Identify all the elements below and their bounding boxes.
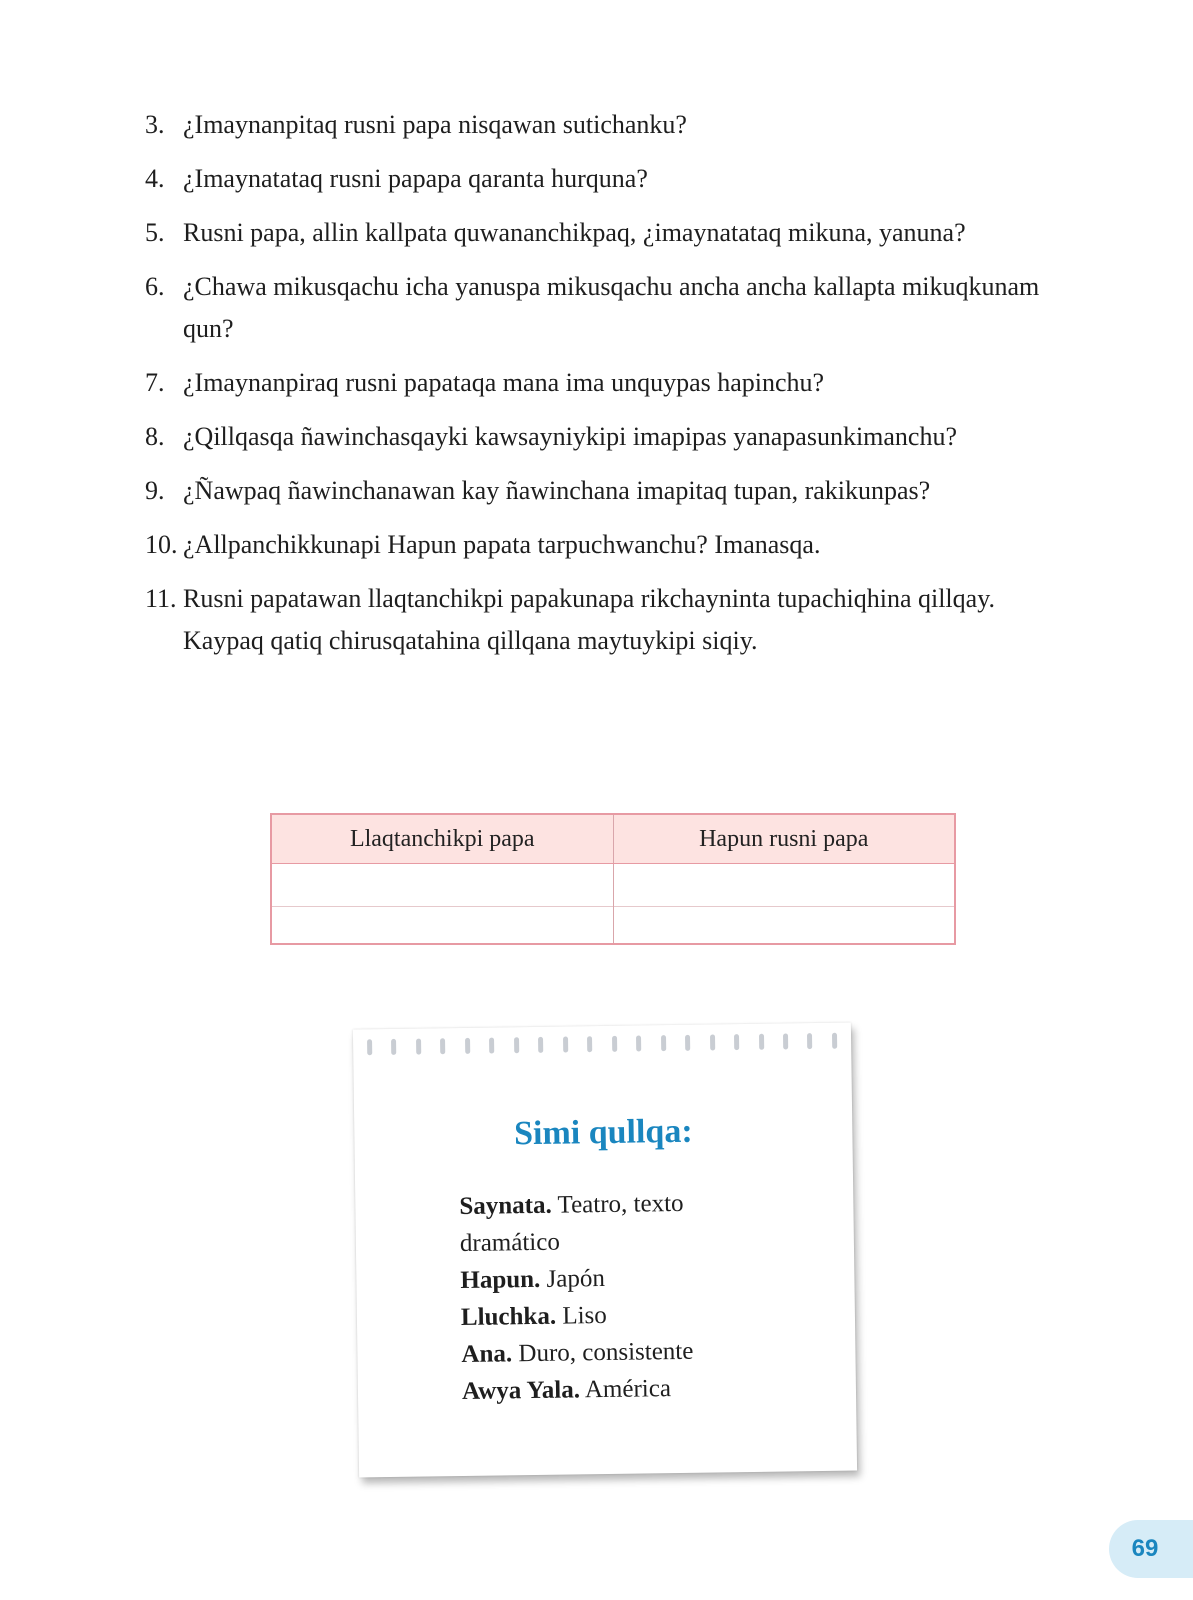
binding-hole-icon (367, 1039, 372, 1055)
question-number: 11. (145, 584, 177, 613)
glossary-term: Hapun. (460, 1265, 541, 1295)
glossary-entry (461, 1332, 761, 1373)
binding-hole-icon (758, 1034, 763, 1050)
binding-hole-icon (807, 1033, 812, 1049)
question-text: Rusni papatawan llaqtanchikpi papakunapa rikchayninta tupachiqhina qillqay. Kaypaq qatiq chirusqatahina qillqana maytuykipi siqiy. (183, 584, 996, 655)
comparison-table-grid (272, 815, 954, 943)
question-number: 5. (145, 218, 165, 247)
question-item (145, 104, 1045, 146)
comparison-table (270, 813, 956, 945)
table-header-local-potato: Llaqtanchikpi papa (272, 815, 613, 864)
glossary-title: Simi qullqa: (513, 1112, 693, 1153)
question-number: 10. (145, 530, 178, 559)
question-number: 4. (145, 164, 165, 193)
question-item (145, 362, 1045, 404)
glossary-term: Lluchka. (460, 1302, 557, 1332)
table-cell[interactable] (613, 907, 954, 943)
table-row (272, 907, 954, 943)
question-text: Rusni papa, allin kallpata quwananchikpaq, ¿imaynatataq mikuna, yanuna? (183, 218, 966, 247)
question-number: 8. (145, 422, 165, 451)
question-text: ¿Qillqasqa ñawinchasqayki kawsayniykipi imapipas yanapasunkimanchu? (183, 422, 958, 451)
table-cell[interactable] (613, 864, 954, 907)
glossary-definition: Teatro, texto dramático (459, 1189, 684, 1258)
binding-hole-icon (783, 1033, 788, 1049)
glossary-definition: Liso (562, 1301, 607, 1330)
glossary-definition: América (584, 1375, 672, 1404)
question-number: 6. (145, 272, 165, 301)
binding-hole-icon (636, 1035, 641, 1051)
binding-hole-icon (465, 1038, 470, 1054)
table-row (272, 864, 954, 907)
binding-hole-icon (392, 1039, 397, 1055)
glossary-term: Awya Yala. (461, 1376, 581, 1406)
binding-hole-icon (563, 1036, 568, 1052)
binding-hole-icon (514, 1037, 519, 1053)
binding-hole-icon (710, 1034, 715, 1050)
question-item (145, 524, 1045, 566)
question-number: 9. (145, 476, 165, 505)
question-text: ¿Allpanchikkunapi Hapun papata tarpuchwanchu? Imanasqa. (183, 530, 821, 559)
glossary-list (459, 1184, 762, 1410)
binding-hole-icon (489, 1038, 494, 1054)
question-list (145, 104, 1045, 674)
binding-hole-icon (538, 1037, 543, 1053)
notepad-binding-holes (367, 1033, 837, 1062)
binding-hole-icon (685, 1035, 690, 1051)
table-header-japan-potato: Hapun rusni papa (613, 815, 954, 864)
glossary-entry (462, 1369, 762, 1410)
question-text: ¿Imaynanpitaq rusni papa nisqawan sutichanku? (183, 110, 687, 139)
glossary-definition: Duro, consistente (518, 1337, 694, 1368)
question-item (145, 266, 1045, 350)
table-cell[interactable] (272, 864, 613, 907)
glossary-entry (459, 1184, 760, 1262)
binding-hole-icon (661, 1035, 666, 1051)
binding-hole-icon (612, 1036, 617, 1052)
table-cell[interactable] (272, 907, 613, 943)
page-number: 69 (1131, 1535, 1159, 1562)
binding-hole-icon (734, 1034, 739, 1050)
binding-hole-icon (440, 1038, 445, 1054)
table-header-row (272, 815, 954, 864)
question-text: ¿Imaynanpiraq rusni papataqa mana ima unquypas hapinchu? (183, 368, 825, 397)
question-item (145, 158, 1045, 200)
question-text: ¿Chawa mikusqachu icha yanuspa mikusqachu ancha ancha kallapta mikuqkunam qun? (183, 272, 1040, 343)
question-item (145, 212, 1045, 254)
glossary-term: Ana. (461, 1340, 513, 1369)
binding-hole-icon (587, 1036, 592, 1052)
glossary-entry (461, 1295, 761, 1336)
glossary-definition: Japón (546, 1265, 606, 1293)
glossary-entry (460, 1258, 760, 1299)
question-text: ¿Imaynatataq rusni papapa qaranta hurquna? (183, 164, 648, 193)
question-item (145, 578, 1045, 662)
question-item (145, 470, 1045, 512)
glossary-note-card (353, 1023, 857, 1478)
page-number-badge (1109, 1520, 1193, 1578)
binding-hole-icon (416, 1039, 421, 1055)
question-text: ¿Ñawpaq ñawinchanawan kay ñawinchana imapitaq tupan, rakikunpas? (183, 476, 931, 505)
glossary-term: Saynata. (459, 1191, 552, 1221)
binding-hole-icon (832, 1033, 837, 1049)
question-number: 3. (145, 110, 165, 139)
question-number: 7. (145, 368, 165, 397)
question-item (145, 416, 1045, 458)
